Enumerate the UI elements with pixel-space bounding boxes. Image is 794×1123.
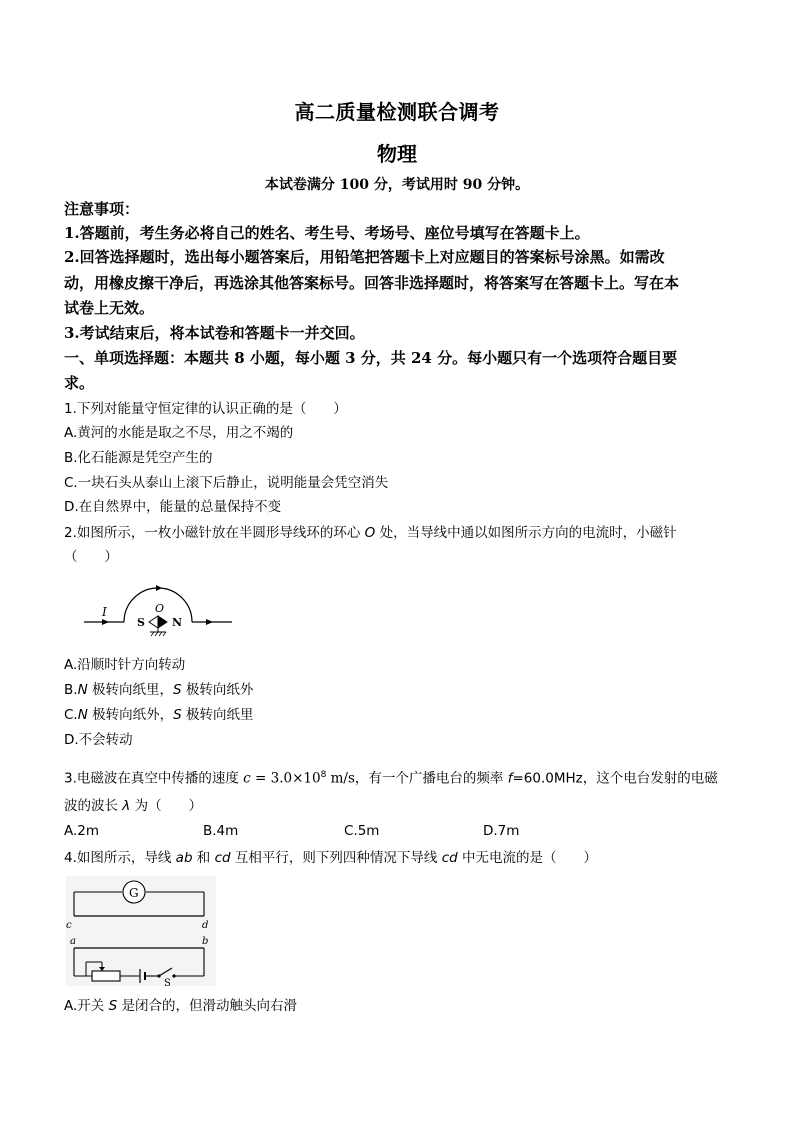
q3-stem-pre: 3.电磁波在真空中传播的速度	[64, 770, 244, 787]
note-item-1: 1.答题前，考生务必将自己的姓名、考生号、考场号、座位号填写在答题卡上。	[64, 224, 590, 242]
q2-stem-part2: 处，当导线中通以如图所示方向的电流时，小磁针	[375, 525, 677, 541]
q4-figure-parallel-circuits	[66, 876, 216, 986]
q3-freq-value: =60.0MHz	[512, 770, 583, 787]
q2-option-d: D.不会转动	[64, 732, 133, 748]
label-a: a	[70, 936, 76, 947]
compass-north-half	[158, 616, 167, 628]
q1-option-c: C.一块石头从泰山上滚下后静止，说明能量会凭空消失	[64, 475, 389, 491]
note-item-3: 3.考试结束后，将本试卷和答题卡一并交回。	[64, 324, 365, 342]
q2-figure-semicircle-wire	[82, 582, 242, 646]
label-c: c	[66, 920, 72, 931]
q4-stem-post: 中无电流的是（ ）	[457, 850, 597, 866]
q4-ab: ab	[175, 850, 193, 866]
q1-option-d: D.在自然界中，能量的总量保持不变	[64, 499, 282, 515]
q2-b-n: N	[77, 682, 88, 698]
section-heading-line2: 求。	[64, 374, 95, 392]
exam-info: 本试卷满分 100 分，考试用时 90 分钟。	[264, 177, 530, 193]
q2-b-mid: 极转向纸里，	[87, 682, 173, 698]
q3-freq-var: f	[507, 770, 513, 787]
q3-stem-line2	[64, 793, 734, 819]
label-d: d	[202, 920, 209, 931]
q1-option-a: A.黄河的水能是取之不尽，用之不竭的	[64, 425, 294, 441]
q2-stem-part1: 2.如图所示，一枚小磁针放在半圆形导线环的环心	[64, 525, 365, 541]
q3-stem-mid: ，有一个广播电台的频率	[354, 770, 508, 787]
q2-option-b	[64, 677, 734, 703]
north-pole-label: N	[172, 616, 183, 629]
q2-b-post: 极转向纸外	[181, 682, 254, 698]
q2-c-mid: 极转向纸外，	[87, 707, 174, 723]
q3-speed-exp: 8	[320, 770, 327, 780]
q2-stem-line2: （ ）	[64, 549, 118, 565]
q3-stem-line1	[64, 762, 734, 792]
q2-b-s: S	[172, 682, 182, 698]
compass-south-half	[149, 616, 158, 628]
exam-title: 高二质量检测联合调考	[294, 100, 500, 124]
switch-label: S	[164, 978, 171, 986]
section-heading-line1: 一、单项选择题：本题共 8 小题，每小题 3 分，共 24 分。每小题只有一个选项符合题目要	[64, 349, 678, 367]
q3-speed-unit: m/s	[326, 770, 355, 787]
note-item-2-line1: 2.回答选择题时，选出每小题答案后，用铅笔把答题卡上对应题目的答案标号涂黑。如需改	[64, 248, 665, 266]
q3-option-c: C.5m	[344, 823, 380, 839]
q4-stem	[64, 845, 734, 871]
q4-stem-mid: 互相平行，则下列四种情况下导线	[230, 850, 442, 866]
q3-stem-post: ，这个电台发射的电磁	[582, 770, 718, 787]
q4-stem-pre: 4.如图所示，导线	[64, 850, 176, 866]
current-arrow-left	[102, 619, 109, 625]
center-o-label: O	[155, 602, 165, 615]
q2-c-s: S	[173, 707, 182, 723]
q3-line2-post: 为（ ）	[130, 798, 203, 814]
q2-c-prefix: C.	[64, 707, 78, 723]
q3-option-b: B.4m	[203, 823, 239, 839]
current-arrow-top	[156, 585, 162, 591]
q4-a-s: S	[108, 998, 118, 1014]
q2-c-post: 极转向纸里	[181, 707, 254, 723]
q2-stem-o-label: O	[364, 525, 376, 541]
q2-option-c	[64, 702, 734, 728]
q4-a-prefix: A.开关	[64, 998, 109, 1014]
q1-option-b: B.化石能源是凭空产生的	[64, 450, 213, 466]
label-b: b	[202, 936, 209, 947]
q4-cd-2: cd	[441, 850, 458, 866]
q2-option-a: A.沿顺时针方向转动	[64, 657, 186, 673]
q2-stem-line1	[64, 520, 734, 546]
note-item-2-line3: 试卷上无效。	[64, 299, 155, 317]
current-arrow-right	[206, 619, 213, 625]
q2-b-prefix: B.	[64, 682, 78, 698]
south-pole-label: S	[137, 616, 145, 629]
q3-lambda: λ	[122, 798, 131, 814]
q3-option-d: D.7m	[483, 823, 520, 839]
current-label: I	[102, 605, 107, 619]
galvanometer-label: G	[129, 886, 139, 900]
q3-options	[64, 820, 734, 844]
rheostat	[92, 971, 120, 981]
q4-a-post: 是闭合的，但滑动触头向右滑	[117, 998, 297, 1014]
q4-option-a	[64, 993, 734, 1019]
subject-title: 物理	[377, 142, 417, 166]
q1-stem: 1.下列对能量守恒定律的认识正确的是（ ）	[64, 401, 347, 417]
q4-and: 和	[192, 850, 215, 866]
q3-speed-var: c	[243, 770, 251, 787]
note-item-2-line2: 动，用橡皮擦干净后，再选涂其他答案标号。回答非选择题时，将答案写在答题卡上。写在本	[64, 274, 680, 292]
notes-heading: 注意事项：	[64, 200, 140, 218]
q2-c-n: N	[77, 707, 88, 723]
q3-speed-value: = 3.0×10	[250, 770, 321, 787]
q4-cd: cd	[214, 850, 231, 866]
q3-option-a: A.2m	[64, 823, 100, 839]
q3-line2-pre: 波的波长	[64, 798, 123, 814]
